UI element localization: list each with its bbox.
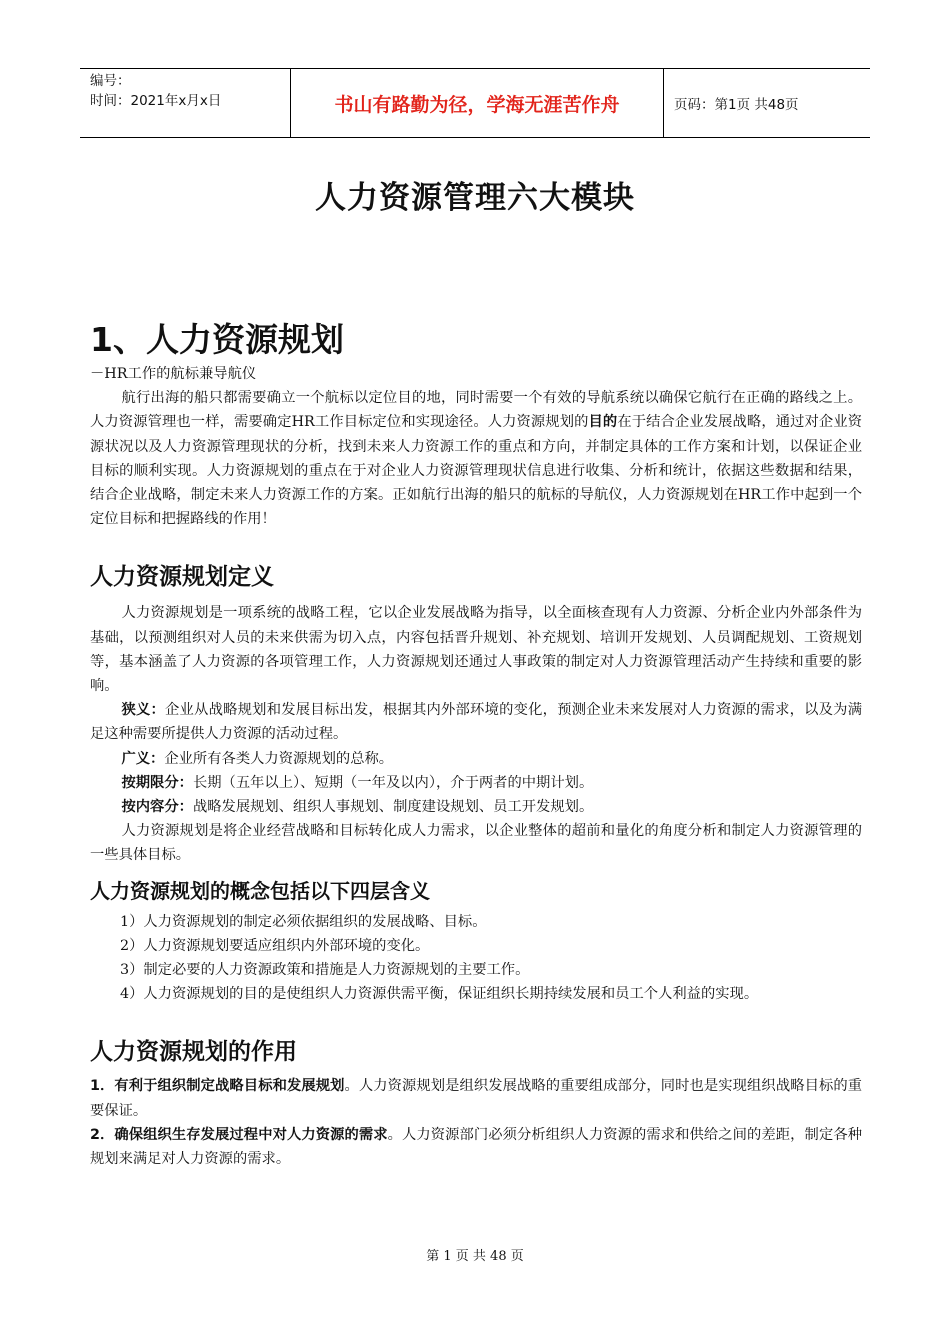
broad-label: 广义： xyxy=(121,750,165,767)
term-label: 按期限分： xyxy=(121,774,193,791)
document-body xyxy=(90,318,862,1171)
intro-text-b: 在于结合企业发展战略，通过对企业资源状况以及人力资源管理现状的分析，找到未来人力资源工作的重点和方向，并制定具体的工作方案和计划，以保证企业目标的顺利实现。人力资源规划的重点在于对企业人力资源管理现状信息进行收集、分析和统计，依据这些数据和结果，结合企业战略，制定未来人力资源工作的方案。正如航行出海的船只的航标的导航仪，人力资源规划在HR工作中起到一个定位目标和把握路线的作用！ xyxy=(90,414,863,528)
header-motto: 书山有路勤为径，学海无涯苦作舟 xyxy=(291,69,664,137)
role-item-2 xyxy=(90,1123,862,1171)
broad-definition xyxy=(90,747,862,771)
code-label: 编号： xyxy=(90,73,131,89)
list-item: 1）人力资源规划的制定必须依据组织的发展战略、目标。 xyxy=(120,913,487,930)
definition-heading: 人力资源规划定义 xyxy=(90,564,274,591)
broad-text: 企业所有各类人力资源规划的总称。 xyxy=(164,750,394,767)
section-heading: 1、人力资源规划 xyxy=(90,320,344,359)
time-label: 时间：2021年x月x日 xyxy=(90,93,222,109)
content-label: 按内容分： xyxy=(121,799,193,816)
intro-paragraph xyxy=(90,386,862,531)
role-item-2-bold: 2．确保组织生存发展过程中对人力资源的需求 xyxy=(90,1126,388,1143)
list-item: 2）人力资源规划要适应组织内外部环境的变化。 xyxy=(120,937,430,954)
role-item-1-text: 。人力资源规划是组织发展战略的重要组成部分，同时也是实现组织战略目标的重要保证。 xyxy=(90,1078,863,1119)
content-text: 战略发展规划、组织人事规划、制度建设规划、员工开发规划。 xyxy=(192,799,594,816)
role-item-1-bold: 1．有利于组织制定战略目标和发展规划 xyxy=(90,1078,345,1095)
definition-paragraph: 人力资源规划是一项系统的战略工程，它以企业发展战略为指导，以全面核查现有人力资源、分析企业内外部条件为基础，以预测组织对人员的未来供需为切入点，内容包括晋升规划、补充规划、培训开发规划、人员调配规划、工资规划等，基本涵盖了人力资源的各项管理工作，人力资源规划还通过人事政策的制定对人力资源管理活动产生持续和重要的影响。 xyxy=(90,605,862,695)
content-classification xyxy=(90,795,862,819)
role-item-1 xyxy=(90,1074,862,1122)
list-item: 3）制定必要的人力资源政策和措施是人力资源规划的主要工作。 xyxy=(120,962,530,979)
definition-summary: 人力资源规划是将企业经营战略和目标转化成人力需求，以企业整体的超前和量化的角度分析和制定人力资源管理的一些具体目标。 xyxy=(90,823,862,864)
narrow-label: 狭义： xyxy=(121,702,166,719)
term-classification xyxy=(90,771,862,795)
page-header xyxy=(80,68,870,138)
role-item-2-text: 。人力资源部门必须分析组织人力资源的需求和供给之间的差距，制定各种规划来满足对人力资源的需求。 xyxy=(90,1126,862,1168)
page-footer: 第 1 页 共 48 页 xyxy=(426,1249,524,1264)
concept-heading: 人力资源规划的概念包括以下四层含义 xyxy=(90,878,430,903)
section-subtitle: －HR工作的航标兼导航仪 xyxy=(90,366,257,382)
intro-bold: 目的 xyxy=(588,414,618,431)
term-text: 长期（五年以上）、短期（一年及以内），介于两者的中期计划。 xyxy=(192,774,594,791)
narrow-definition xyxy=(90,698,862,746)
role-heading: 人力资源规划的作用 xyxy=(90,1039,297,1066)
header-meta xyxy=(80,69,291,137)
list-item: 4）人力资源规划的目的是使组织人力资源供需平衡，保证组织长期持续发展和员工个人利益的实现。 xyxy=(120,986,759,1003)
document-title: 人力资源管理六大模块 xyxy=(315,180,635,216)
narrow-text: 企业从战略规划和发展目标出发，根据其内外部环境的变化，预测企业未来发展对人力资源的需求，以及为满足这种需要所提供人力资源的活动过程。 xyxy=(90,702,862,743)
intro-text-a: 航行出海的船只都需要确立一个航标以定位目的地，同时需要一个有效的导航系统以确保它航行在正确的路线之上。人力资源管理也一样，需要确定HR工作目标定位和实现途径。人力资源规划的 xyxy=(90,390,862,431)
header-page-info: 页码：第1页 共48页 xyxy=(674,97,799,113)
